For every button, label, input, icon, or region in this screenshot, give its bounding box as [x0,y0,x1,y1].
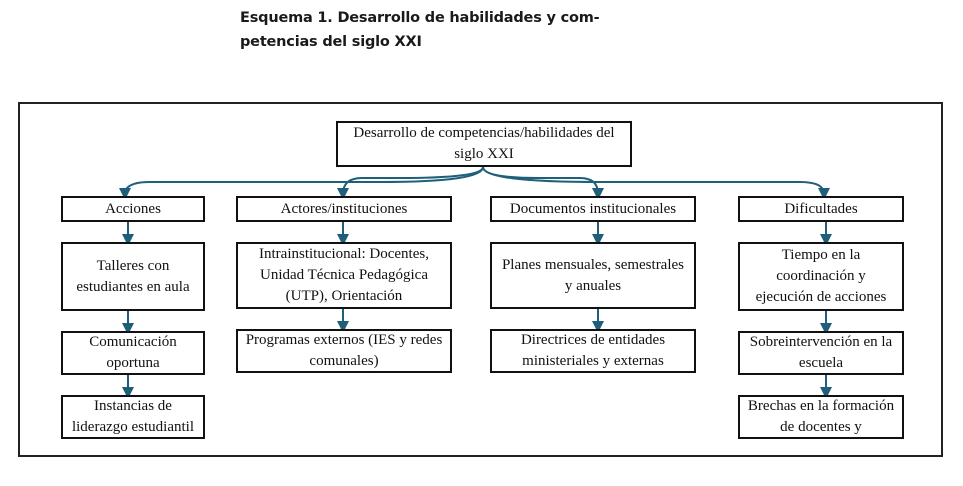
acciones-item-1 [61,242,205,311]
item-line: estudiantes en aula [76,278,190,295]
dificultades-item-2 [738,331,904,375]
root-line-2: siglo XXI [454,146,514,162]
header-actores-instituciones [236,196,452,222]
item-line: coordinación y [776,268,866,284]
item-line: Tiempo en la [781,247,861,263]
connector-root-dificultades [483,167,824,194]
root-line-1: Desarrollo de competencias/habilidades del [353,125,615,141]
header-documentos-label: Documentos institucionales [509,200,677,217]
item-line: Directrices de entidades [520,332,666,348]
item-line: Programas externos (IES y redes [245,332,443,348]
header-documentos-institucionales [490,196,696,222]
item-line: Sobreintervención en la [749,334,893,350]
dificultades-item-1 [738,242,904,311]
item-line: Intrainstitucional: Docentes, [259,246,429,262]
item-line: Instancias de [94,398,172,414]
dificultades-item-3 [738,395,904,439]
documentos-item-2 [490,329,696,373]
item-line: Talleres con [96,257,170,274]
item-line: de docentes y [780,419,862,435]
item-line: liderazgo estudiantil [71,419,195,435]
item-line: Planes mensuales, semestrales [501,256,685,273]
acciones-item-2 [61,331,205,375]
header-acciones-label: Acciones [105,200,161,217]
connector-root-actores [343,167,483,194]
item-line: Comunicación [89,334,177,350]
root-box [336,121,632,167]
acciones-item-3 [61,395,205,439]
header-actores-label: Actores/instituciones [280,200,408,217]
item-line: ejecución de acciones [755,289,887,305]
title-line-1: Esquema 1. Desarrollo de habilidades y com- [240,10,600,26]
item-line: Unidad Técnica Pedagógica [259,267,428,283]
header-acciones [61,196,205,222]
item-line: (UTP), Orientación [285,288,403,304]
header-dificultades-label: Dificultades [784,200,858,217]
connector-root-acciones [125,167,483,194]
item-line: oportuna [106,355,160,371]
item-line: escuela [798,355,844,371]
item-line: comunales) [309,353,379,369]
item-line: y anuales [564,277,622,294]
item-line: Brechas en la formación [747,398,895,414]
documentos-item-1 [490,242,696,309]
item-line: ministeriales y externas [522,353,664,369]
actores-item-1 [236,242,452,309]
title-line-2: petencias del siglo XXI [240,34,422,50]
actores-item-2 [236,329,452,373]
header-dificultades [738,196,904,222]
